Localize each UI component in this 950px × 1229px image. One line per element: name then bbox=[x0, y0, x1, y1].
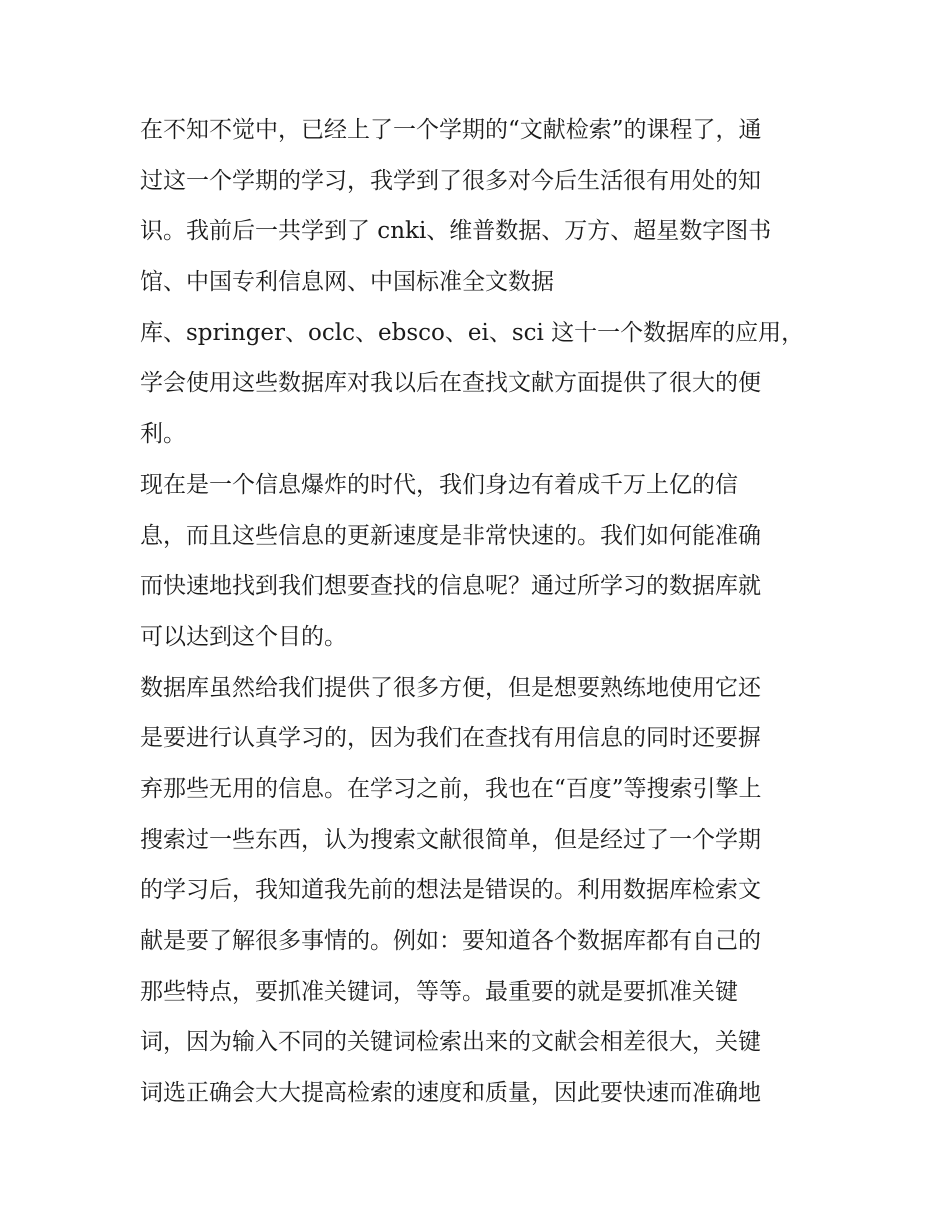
text-line: 可以达到这个目的。 bbox=[140, 623, 347, 650]
paragraph bbox=[140, 108, 820, 463]
text-line: 词选正确会大大提高检索的速度和质量，因此要快速而准确地 bbox=[140, 1080, 761, 1107]
text-line: 是要进行认真学习的，因为我们在查找有用信息的同时还要摒 bbox=[140, 725, 761, 752]
text-line: 识。我前后一共学到了 cnki、维普数据、万方、超星数字图书 bbox=[140, 218, 772, 245]
text-line: 数据库虽然给我们提供了很多方便，但是想要熟练地使用它还 bbox=[140, 674, 761, 701]
text-line: 而快速地找到我们想要查找的信息呢？通过所学习的数据库就 bbox=[140, 573, 761, 600]
text-line: 献是要了解很多事情的。例如：要知道各个数据库都有自己的 bbox=[140, 928, 761, 954]
text-line: 利。 bbox=[140, 421, 186, 448]
text-line: 的学习后，我知道我先前的想法是错误的。利用数据库检索文 bbox=[140, 877, 761, 904]
text-line: 词，因为输入不同的关键词检索出来的文献会相差很大，关键 bbox=[140, 1029, 761, 1056]
text-line: 息，而且这些信息的更新速度是非常快速的。我们如何能准确 bbox=[140, 522, 761, 549]
text-line: 过这一个学期的学习，我学到了很多对今后生活很有用处的知 bbox=[140, 167, 761, 194]
document-body bbox=[140, 108, 820, 1122]
paragraph bbox=[140, 463, 820, 666]
text-line: 搜索过一些东西，认为搜索文献很简单，但是经过了一个学期 bbox=[140, 826, 761, 853]
text-line: 学会使用这些数据库对我以后在查找文献方面提供了很大的便 bbox=[140, 370, 761, 397]
text-line: 馆、中国专利信息网、中国标准全文数据 bbox=[140, 269, 554, 296]
text-line: 库、springer、oclc、ebsco、ei、sci 这十一个数据库的应用， bbox=[140, 319, 805, 346]
text-line: 弃那些无用的信息。在学习之前，我也在“百度”等搜索引擎上 bbox=[140, 775, 762, 802]
text-line: 现在是一个信息爆炸的时代，我们身边有着成千万上亿的信 bbox=[140, 471, 738, 498]
text-line: 那些特点，要抓准关键词，等等。最重要的就是要抓准关键 bbox=[140, 978, 738, 1005]
text-line: 在不知不觉中，已经上了一个学期的“文献检索”的课程了，通 bbox=[140, 117, 762, 143]
paragraph bbox=[140, 666, 820, 1122]
